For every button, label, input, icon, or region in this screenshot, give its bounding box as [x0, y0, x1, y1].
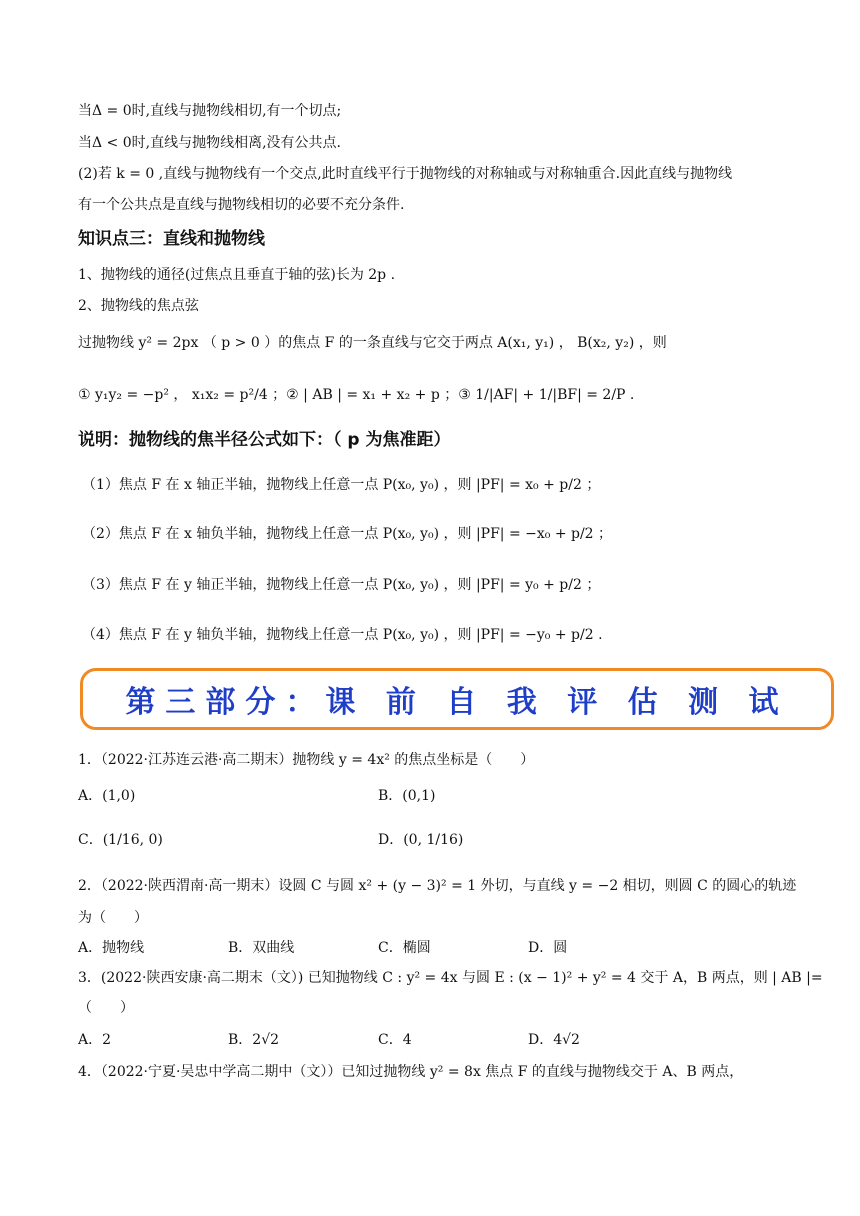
question-3-option-c: C．4 [378, 1032, 412, 1048]
section-banner [80, 668, 834, 730]
question-1-stem: 1．（2022·江苏连云港·高二期末）抛物线 y = 4x² 的焦点坐标是（ ） [78, 752, 535, 768]
formula-line-3: （3）焦点 F 在 y 轴正半轴，抛物线上任意一点 P(x₀, y₀) ，则 |PF| = y₀ + p/2 ； [82, 577, 601, 593]
text-line-chord-properties: ① y₁y₂ = −p² ， x₁x₂ = p²/4 ；② | AB | = x₁ + x₂ + p ；③ 1/|AF| + 1/|BF| = 2/P . [78, 387, 635, 403]
question-2-stem-line-2: 为（ ） [78, 910, 148, 926]
question-2-option-b: B．双曲线 [228, 940, 295, 956]
question-2-option-a: A．抛物线 [78, 940, 145, 956]
formula-line-1: （1）焦点 F 在 x 轴正半轴，抛物线上任意一点 P(x₀, y₀) ，则 |PF| = x₀ + p/2 ； [82, 477, 601, 493]
text-line-focal-chord: 2、抛物线的焦点弦 [78, 298, 199, 314]
text-line-latus-rectum: 1、抛物线的通径(过焦点且垂直于轴的弦)长为 2p . [78, 267, 396, 283]
question-3-stem-line-2: （ ） [78, 1000, 134, 1016]
text-line-delta-negative: 当Δ < 0时,直线与抛物线相离,没有公共点. [78, 135, 341, 151]
question-1-option-d: D．(0, 1/16) [378, 832, 464, 848]
text-line-conclusion: 有一个公共点是直线与抛物线相切的必要不充分条件. [78, 197, 405, 213]
question-2-option-d: D．圆 [528, 940, 568, 956]
question-4-stem: 4．（2022·宁夏·吴忠中学高二期中（文））已知过抛物线 y² = 8x 焦点 F 的直线与抛物线交于 A、B 两点， [78, 1064, 744, 1080]
question-1-option-c: C．(1/16, 0) [78, 832, 163, 848]
question-3-option-d: D．4√2 [528, 1032, 580, 1048]
text-line-delta-zero: 当Δ = 0时,直线与抛物线相切,有一个切点; [78, 103, 342, 119]
question-3-option-a: A．2 [78, 1032, 112, 1048]
question-3-stem-line-1: 3．(2022·陕西安康·高二期末（文）) 已知抛物线 C : y² = 4x 与圆 E : (x − 1)² + y² = 4 交于 A，B 两点，则 | AB |= [78, 970, 823, 986]
question-2-option-c: C．椭圆 [378, 940, 431, 956]
question-3-option-b: B．2√2 [228, 1032, 280, 1048]
question-1-option-a: A．(1,0) [78, 788, 136, 804]
question-2-stem-line-1: 2．（2022·陕西渭南·高一期末）设圆 C 与圆 x² + (y − 3)² = 1 外切，与直线 y = −2 相切，则圆 C 的圆心的轨迹 [78, 878, 797, 894]
section-heading-knowledge-3: 知识点三：直线和抛物线 [78, 229, 265, 249]
section-banner-title: 第三部分：课 前 自 我 评 估 测 试 [125, 685, 789, 720]
note-heading-focal-radius: 说明：抛物线的焦半径公式如下：（ p 为焦准距） [78, 430, 451, 450]
question-1-option-b: B．(0,1) [378, 788, 436, 804]
formula-line-4: （4）焦点 F 在 y 轴负半轴，抛物线上任意一点 P(x₀, y₀) ，则 |PF| = −y₀ + p/2 . [82, 627, 603, 643]
text-line-chord-setup: 过抛物线 y² = 2px （ p > 0 ）的焦点 F 的一条直线与它交于两点 A(x₁, y₁) ， B(x₂, y₂) ，则 [78, 335, 667, 351]
formula-line-2: （2）焦点 F 在 x 轴负半轴，抛物线上任意一点 P(x₀, y₀) ，则 |PF| = −x₀ + p/2 ； [82, 526, 613, 542]
text-line-k-zero: (2)若 k = 0 ,直线与抛物线有一个交点,此时直线平行于抛物线的对称轴或与对称轴重合.因此直线与抛物线 [78, 166, 733, 182]
